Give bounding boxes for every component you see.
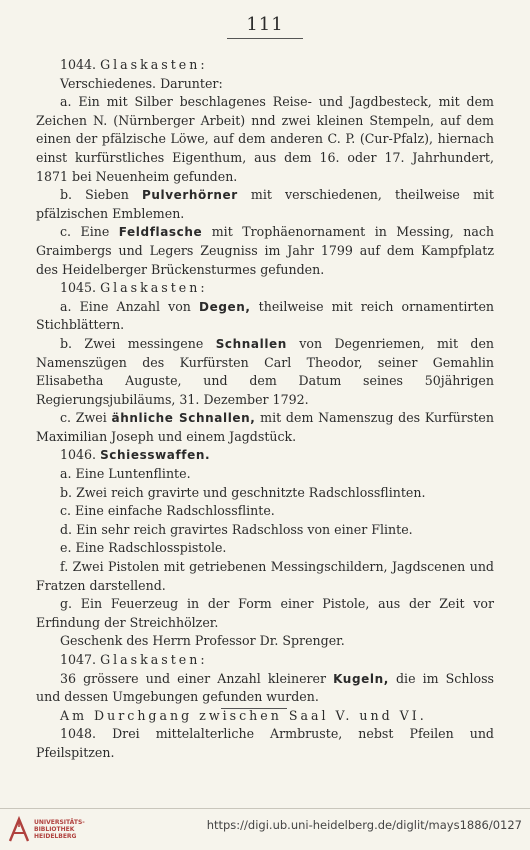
text-run: mit Trophäenornament in Messing, nach Graimbergs und Legers Zeugniss im Jahr 1799 auf dem Kampfplatz des Heidelberger Brückensturmes gefunden. (36, 224, 494, 277)
catalog-entry (36, 521, 494, 540)
text-run: b. Sieben (60, 187, 142, 203)
catalog-entry (36, 75, 494, 94)
text-run: b. Zwei messingene (60, 335, 216, 351)
catalog-entry (36, 539, 494, 558)
catalog-entry (36, 707, 494, 726)
catalog-entry (36, 670, 494, 707)
keyword: ähnliche Schnallen, (111, 411, 256, 426)
text-run: e. Eine Radschlosspistole. (60, 540, 227, 556)
text-run: Geschenk des Herrn Professor Dr. Sprenger. (60, 633, 345, 649)
catalog-entry (36, 632, 494, 651)
catalog-entry (36, 93, 494, 186)
text-run: c. Zwei (60, 410, 112, 426)
catalog-entry (36, 651, 494, 670)
catalog-entry (36, 595, 494, 632)
text-run: mit dem Namenszug des Kurfürsten Maximilian Joseph und einem Jagdstück. (36, 410, 494, 444)
text-run: c. Eine einfache Radschlossflinte. (60, 503, 275, 519)
catalog-entry (36, 335, 494, 409)
catalog-entry (36, 56, 494, 75)
catalog-entry (36, 279, 494, 298)
text-run: f. Zwei Pistolen mit getriebenen Messingschildern, Jagdscenen und Fratzen darstellend. (36, 559, 494, 593)
page-number: 111 (246, 14, 284, 35)
keyword: Schnallen (215, 336, 287, 351)
text-run: a. Eine Luntenflinte. (60, 466, 191, 482)
logo-line-1: UNIVERSITÄTS- (34, 818, 85, 826)
text-run: Verschiedenes. Darunter: (60, 75, 223, 91)
text-run: 1048. Drei mittelalterliche Armbruste, nebst Pfeilen und Pfeilspitzen. (36, 726, 494, 760)
catalog-entry (36, 446, 494, 465)
catalog-entry (36, 223, 494, 279)
catalog-text (36, 56, 494, 763)
end-rule (221, 708, 287, 709)
header-rule (227, 38, 303, 39)
footer-divider (0, 808, 530, 809)
text-run: von Degenriemen, mit den Namenszügen des Kurfürsten Carl Theodor, seiner Gemahlin Elisabetha Auguste, und dem Datum seines 50jährigen Regierungsjubiläums, 31. Dezember 1792. (36, 335, 495, 407)
library-seal-icon (8, 815, 30, 843)
catalog-entry (36, 298, 494, 335)
keyword: Feldflasche (118, 225, 203, 240)
keyword: Kugeln, (333, 671, 389, 686)
catalog-entry (36, 502, 494, 521)
text-run: b. Zwei reich gravirte und geschnitzte Radschlossflinten. (60, 484, 426, 500)
keyword: Schiesswaffen. (100, 448, 211, 463)
text-run: g. Ein Feuerzeug in der Form einer Pistole, aus der Zeit vor Erfindung der Streichhölzer. (36, 596, 494, 630)
text-run: 1046. (60, 447, 101, 463)
logo-line-2: BIBLIOTHEK (34, 825, 75, 833)
library-logo (8, 814, 85, 844)
text-run: c. Eine (60, 224, 119, 240)
catalog-entry (36, 465, 494, 484)
source-url[interactable]: https://digi.ub.uni-heidelberg.de/diglit/mays1886/0127 (206, 818, 522, 832)
spaced-heading: Glaskasten: (100, 652, 208, 667)
keyword: Pulverhörner (141, 188, 238, 203)
keyword: Degen, (199, 299, 251, 314)
text-run: a. Ein mit Silber beschlagenes Reise- und Jagdbesteck, mit dem Zeichen N. (Nürnberger Arbeit) nnd zwei kleinen Stempeln, auf dem einen der pfälzische Löwe, auf dem anderen C. P. (Cur-Pfalz), hiernach einst kurfürstliches Eigenthum, aus dem 16. oder 17. Jahrhundert, 1871 bei Neuenheim gefunden. (36, 94, 494, 184)
text-run: 1045. (60, 280, 101, 296)
catalog-entry (36, 484, 494, 503)
text-run: a. Eine Anzahl von (60, 298, 200, 314)
spaced-heading: Glaskasten: (100, 57, 208, 72)
text-run: theilweise mit reich ornamentirten Stichblättern. (36, 298, 495, 333)
spaced-heading: Am Durchgang zwischen Saal V. und VI. (60, 707, 427, 723)
spaced-heading: Glaskasten: (100, 280, 208, 296)
text-run: mit verschiedenen, theilweise mit pfälzischen Emblemen. (36, 187, 494, 221)
text-run: 1044. (60, 57, 101, 72)
catalog-entry (36, 409, 494, 446)
text-run: 36 grössere und einer Anzahl kleinerer (60, 670, 334, 686)
catalog-entry (36, 725, 494, 762)
catalog-entry (36, 186, 494, 223)
text-run: d. Ein sehr reich gravirtes Radschloss von einer Flinte. (60, 521, 413, 537)
logo-line-3: HEIDELBERG (34, 832, 77, 840)
catalog-entry (36, 558, 494, 595)
text-run: die im Schloss und dessen Umgebungen gefunden wurden. (36, 670, 494, 705)
text-run: 1047. (60, 652, 101, 667)
